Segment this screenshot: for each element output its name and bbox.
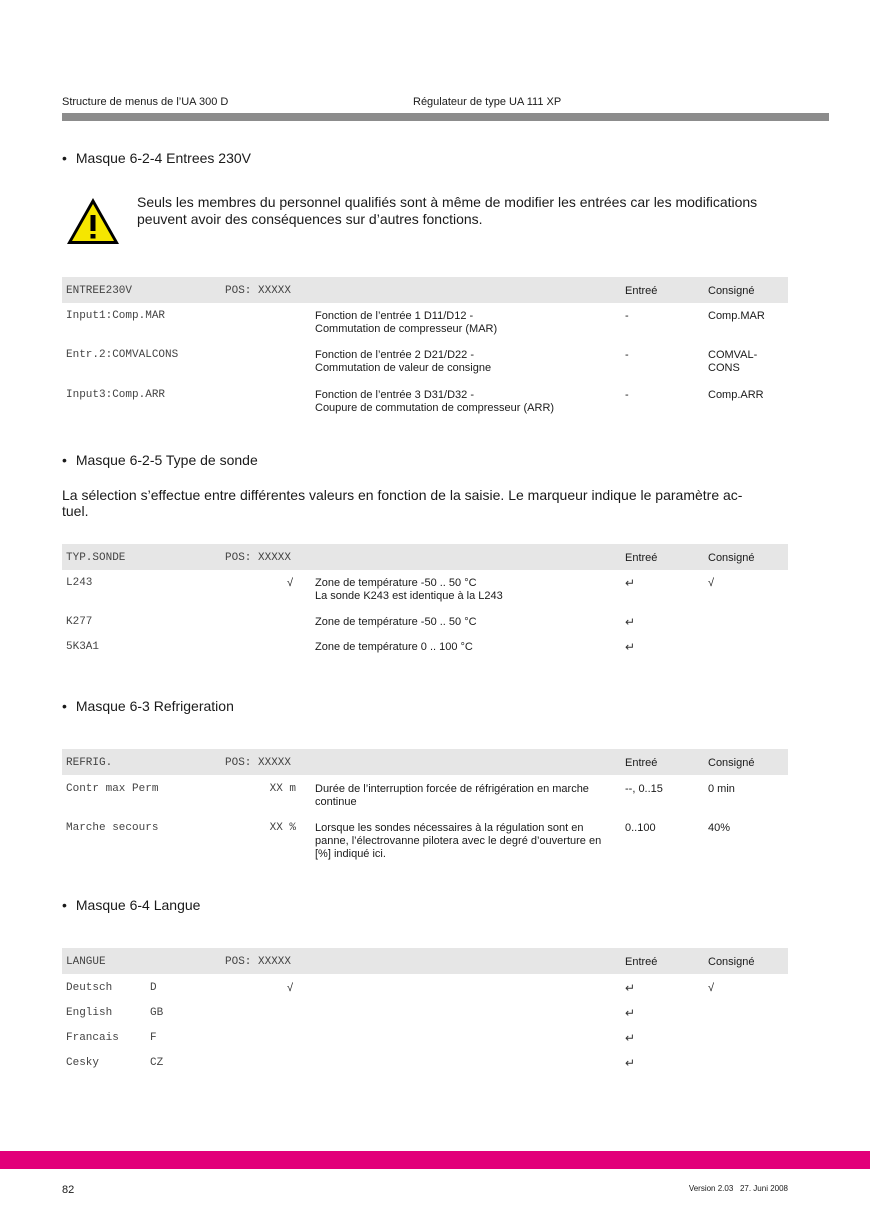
table-row-pos: XX % [269,822,296,834]
table-row-name: Input3:Comp.ARR [66,389,166,401]
table-row-desc: [%] indiqué ici. [315,848,386,860]
table-row-consigne: Comp.MAR [708,310,765,322]
return-icon: ↵ [625,1031,636,1045]
table-row-consigne: 0 min [708,783,735,795]
header-left: Structure de menus de l’UA 300 D [62,96,229,108]
section-title-sonde: • Masque 6-2-5 Type de sonde [62,452,258,468]
table-row-entree: - [625,310,629,322]
col-pos-header: POS: XXXXX [225,552,292,564]
col-name-header: LANGUE [66,956,106,968]
col-entree-header: Entreé [625,757,658,769]
table-header-sonde [62,544,788,570]
table-row-desc: panne, l’électrovanne pilotera avec le degré d’ouverture en [315,835,602,847]
return-icon: ↵ [625,981,636,995]
table-row-name: L243 [66,577,93,589]
table-row-desc: Durée de l’interruption forcée de réfrigération en marche [315,783,589,795]
table-row-code: F [150,1032,157,1044]
col-pos-header: POS: XXXXX [225,956,292,968]
version-label: Version 2.03 27. Juni 2008 [688,1184,788,1193]
col-entree-header: Entreé [625,552,658,564]
col-name-header: TYP.SONDE [66,552,126,564]
table-row-desc: Commutation de compresseur (MAR) [315,323,498,335]
table-row-desc: Lorsque les sondes nécessaires à la régulation sont en [315,822,584,834]
table-row-desc: Fonction de l’entrée 2 D21/D22 - [315,349,474,361]
section-title-text: Masque 6-4 Langue [75,897,201,913]
table-row-name: Contr max Perm [66,783,159,795]
col-consigne-header: Consigné [708,552,755,564]
col-entree-header: Entreé [625,285,658,297]
col-name-header: REFRIG. [66,757,113,769]
page-number: 82 [62,1184,75,1196]
return-icon: ↵ [625,1056,636,1070]
table-row-name: Entr.2:COMVALCONS [66,349,179,361]
table-row-desc: Fonction de l’entrée 1 D11/D12 - [315,310,474,322]
table-row-code: GB [150,1007,164,1019]
table-row-desc: Coupure de commutation de compresseur (ARR) [315,402,555,414]
warning-icon [65,196,121,246]
col-pos-header: POS: XXXXX [225,285,292,297]
table-row-name: K277 [66,616,93,628]
table-row-name: Francais [66,1032,119,1044]
return-icon: ↵ [625,640,636,654]
sonde-para-line2: tuel. [62,503,89,519]
table-row-entree: 0..100 [625,822,656,834]
check-mark: √ [708,577,715,589]
check-mark: √ [708,982,715,994]
check-mark: √ [287,982,294,994]
section-title-text: Masque 6-2-5 Type de sonde [75,452,258,468]
table-row-desc: Zone de température 0 .. 100 °C [315,641,473,653]
warning-text-line1: Seuls les membres du personnel qualifiés sont à même de modifier les entrées car les modifications [137,194,758,210]
col-consigne-header: Consigné [708,956,755,968]
col-pos-header: POS: XXXXX [225,757,292,769]
section-title-refrig: • Masque 6-3 Refrigeration [62,698,234,714]
footer-accent-bar [0,1151,870,1169]
table-row-entree: - [625,349,629,361]
section-title-entrees: • Masque 6-2-4 Entrees 230V [62,150,251,166]
table-row-code: CZ [150,1057,164,1069]
table-row-code: D [150,982,157,994]
table-row-desc: Fonction de l’entrée 3 D31/D32 - [315,389,474,401]
table-row-desc: continue [315,796,357,808]
table-row-desc: La sonde K243 est identique à la L243 [315,590,503,602]
return-icon: ↵ [625,1006,636,1020]
table-header-entrees [62,277,788,303]
section-title-text: Masque 6-3 Refrigeration [75,698,234,714]
table-row-consigne: Comp.ARR [708,389,764,401]
table-row-consigne: 40% [708,822,731,834]
col-name-header: ENTREE230V [66,285,133,297]
col-consigne-header: Consigné [708,285,755,297]
sonde-para-line1: La sélection s’effectue entre différentes valeurs en fonction de la saisie. Le marqueur indique le paramètre ac- [62,487,743,503]
table-row-consigne: COMVAL- [708,349,758,361]
section-title-langue: • Masque 6-4 Langue [62,897,201,913]
return-icon: ↵ [625,576,636,590]
header-center: Régulateur de type UA 111 XP [413,96,562,108]
table-row-entree: --, 0..15 [625,783,663,795]
table-row-entree: - [625,389,629,401]
table-row-pos: XX m [269,783,296,795]
table-row-name: Marche secours [66,822,159,834]
section-title-text: Masque 6-2-4 Entrees 230V [75,150,251,166]
table-row-desc: Zone de température -50 .. 50 °C [315,577,477,589]
table-row-name: Deutsch [66,982,113,994]
col-entree-header: Entreé [625,956,658,968]
table-row-desc: Zone de température -50 .. 50 °C [315,616,477,628]
table-header-langue [62,948,788,974]
table-row-consigne: CONS [708,362,740,374]
table-header-refrig [62,749,788,775]
check-mark: √ [287,577,294,589]
table-row-desc: Commutation de valeur de consigne [315,362,492,374]
table-row-name: Cesky [66,1057,100,1069]
return-icon: ↵ [625,615,636,629]
header-divider [62,113,829,121]
table-row-name: English [66,1007,113,1019]
table-row-name: 5K3A1 [66,641,100,653]
warning-text-line2: peuvent avoir des conséquences sur d’autres fonctions. [137,211,483,227]
table-row-name: Input1:Comp.MAR [66,310,166,322]
col-consigne-header: Consigné [708,757,755,769]
